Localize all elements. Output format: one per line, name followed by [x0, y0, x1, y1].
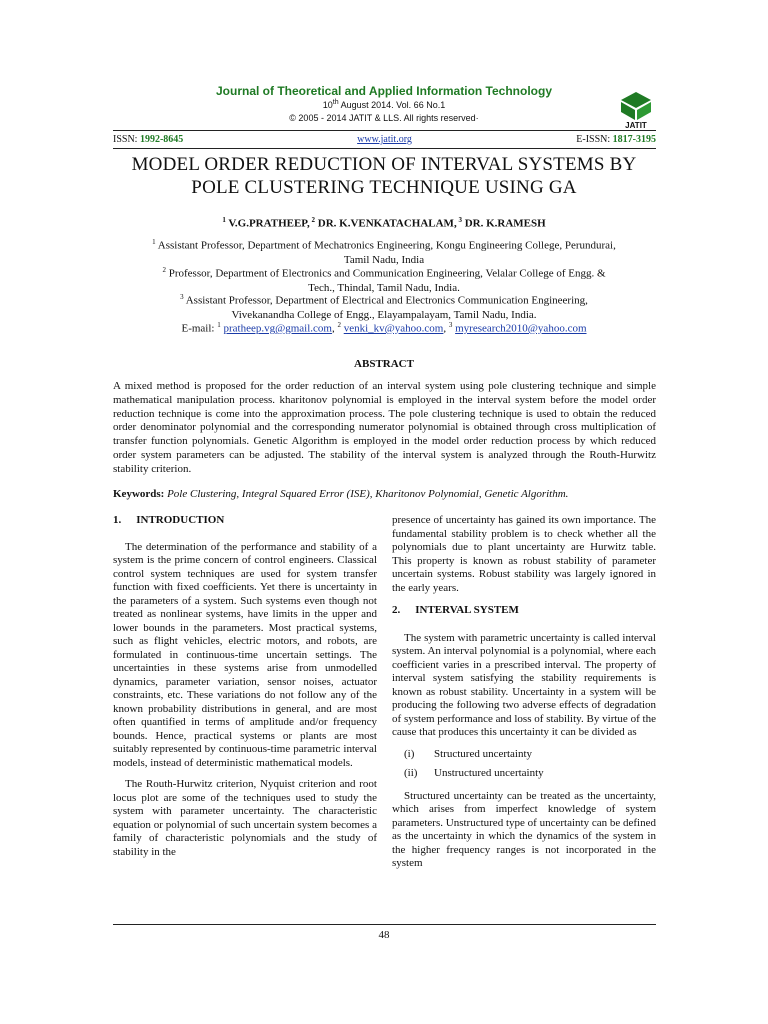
- email-1-sup: 1: [217, 321, 221, 329]
- header-rule-bottom: [113, 148, 656, 149]
- keywords-list: Pole Clustering, Integral Squared Error (ISE), Kharitonov Polynomial, Genetic Algorithm.: [164, 488, 569, 500]
- email-link-3[interactable]: myresearch2010@yahoo.com: [455, 322, 587, 335]
- email-3-sup: 3: [448, 321, 453, 329]
- section-number: 2.: [392, 604, 401, 616]
- list-item: [404, 767, 656, 781]
- list-text: Structured uncertainty: [434, 747, 533, 760]
- interval-paragraph-2: Structured uncertainty can be treated as the uncertainty, which arises from imperfect knowledge of system parameters. Unstructured type of uncertainty can be defined as the uncertainty in which the dynamics of the system in the higher frequency ranges is not incorporated in the system: [392, 789, 656, 869]
- section-number: 1.: [113, 514, 122, 526]
- affiliation-sup: 2: [162, 266, 166, 274]
- author-2: DR. K.VENKATACHALAM,: [315, 217, 457, 230]
- affiliation-line: Professor, Department of Electronics and Communication Engineering, Velalar College of Engg. &: [165, 267, 606, 280]
- author-2-sup: 2: [309, 216, 316, 224]
- journal-title: Journal of Theoretical and Applied Information Technology: [215, 84, 553, 98]
- affiliation-3: [100, 290, 668, 322]
- page-number: 48: [378, 929, 390, 941]
- email-line: E-mail: $^1$ pratheep.vg@gmail.com, $^2$ venki_kv@yahoo.com, $^3$ myresearch2010@yahoo.com: [181, 321, 587, 335]
- affiliation-1: [100, 235, 668, 267]
- author-3-sup: 3: [456, 216, 462, 224]
- introduction-paragraph-1: The determination of the performance and stability of a system is the prime concern of control engineers. Classical control system techniques are used for system transfer function with fixed coefficients. Yet there is uncertainty in the parameters of a system. Such systems even though not treated as nonlinear systems, have limits in the upper and lower bounds in the parameters. Most practical systems, such as flight vehicles, electric motors, and robots, are formulated in continuous-time uncertain settings. The uncertainties in these systems arise from unmodelled dynamics, parameter variation, sensor noises, actuator constraints, etc. These variations do not follow any of the known probability distributions in general, and are most often quantified in terms of amplitude and/or frequency bounds. Hence, practical systems or plants are most suitably represented by continuous-time parametric interval models, instead of deterministic mathematical models.: [113, 540, 377, 769]
- affiliation-sup: 3: [180, 293, 184, 301]
- left-column: [113, 514, 377, 859]
- abstract-text: A mixed method is proposed for the order reduction of an interval system using pole clustering technique and simple mathematical manipulation process. kharitonov polynomial is employed in the interval system before the model order reduction technique is come into the approximation process. The pole clustering technique is used to obtain the reduced order denominator polynomial and the corresponding numerator polynomial is obtained through cross multiplication of transfer function polynomials. Genetic Algorithm is employed in the model order reduction process by which reduced order system parameters can be adjusted. The stability of the interval system is analyzed through the Routh-Hurwitz stability criterion.: [113, 380, 656, 475]
- eissn-value: 1817-3195: [612, 134, 656, 145]
- footer-rule: [113, 924, 656, 925]
- issn-value: 1992-8645: [139, 134, 184, 145]
- issue-day: 10: [322, 100, 333, 110]
- affiliation-line: Assistant Professor, Department of Mechatronics Engineering, Kongu Engineering College, Perundurai,: [155, 239, 616, 252]
- author-1-sup: 1: [222, 216, 226, 224]
- introduction-paragraph-2: The Routh-Hurwitz criterion, Nyquist criterion and root locus plot are some of the techniques used to study the system with parameter uncertainty. The characteristic equation or polynomial of such uncertain system becomes a family of characteristic polynomials and the study of stability in the: [113, 778, 377, 858]
- issue-rest: August 2014. Vol. 66 No.1: [338, 100, 446, 110]
- issue-day-suffix: th: [332, 99, 339, 106]
- abstract-heading: ABSTRACT: [354, 358, 414, 370]
- affiliation-sup: 1: [152, 238, 156, 246]
- email-link-1[interactable]: pratheep.vg@gmail.com: [223, 322, 332, 335]
- author-1: V.G.PRATHEEP,: [225, 217, 310, 230]
- list-number: (i): [404, 747, 415, 760]
- email-2-sup: 2: [337, 321, 341, 329]
- affiliation-line: Tech., Thindal, Tamil Nadu, India.: [308, 281, 460, 294]
- affiliation-line: Vivekanandha College of Engg., Elayampalayam, Tamil Nadu, India.: [231, 308, 537, 321]
- paper-title: [100, 153, 668, 199]
- title-line-2: POLE CLUSTERING TECHNIQUE USING GA: [191, 177, 577, 198]
- email-label: E-mail:: [181, 322, 218, 335]
- section-title: INTERVAL SYSTEM: [415, 604, 519, 616]
- title-line-1: MODEL ORDER REDUCTION OF INTERVAL SYSTEMS BY: [131, 154, 637, 175]
- section-title: INTRODUCTION: [136, 514, 225, 526]
- right-continuation-paragraph: presence of uncertainty has gained its own importance. The fundamental stability problem is to check whether all the polynomials due to plant uncertainty are Hurwitz table. This property is known as robust stability of parameter uncertain systems. Robust stability was largely ignored in the early years.: [392, 514, 656, 594]
- list-text: Unstructured uncertainty: [434, 767, 544, 779]
- logo-text: JATIT: [625, 121, 647, 130]
- eissn-label: E-ISSN:: [576, 134, 613, 145]
- section-heading-introduction: [113, 514, 377, 528]
- issn-label: ISSN:: [113, 134, 140, 145]
- keywords-label: Keywords:: [113, 488, 165, 500]
- website-link[interactable]: www.jatit.org: [357, 134, 412, 145]
- authors: [0, 216, 768, 230]
- affiliation-line: Tamil Nadu, India: [343, 253, 425, 266]
- right-column: [392, 514, 656, 871]
- jatit-logo-icon: [615, 90, 657, 130]
- section-heading-interval-system: [392, 604, 656, 618]
- header-rule-top: [113, 130, 656, 131]
- email-link-2[interactable]: venki_kv@yahoo.com: [343, 322, 444, 335]
- list-item: [404, 748, 656, 762]
- keywords: [113, 488, 656, 500]
- author-3: DR. K.RAMESH: [461, 217, 546, 230]
- copyright: © 2005 - 2014 JATIT & LLS. All rights reserved·: [289, 113, 479, 123]
- interval-paragraph-1: The system with parametric uncertainty is called interval system. An interval polynomial is a polynomial, where each coefficient varies in a prescribed interval. The property of interval system satisfying the stability requirements is known as robust stability. Uncertainty in a system will be producing the following two adverse effects of degradation of system performance and loss of stability. By virtue of the cause that produces this uncertainty it can be divided as: [392, 631, 656, 738]
- eissn: [576, 134, 656, 145]
- affiliation-line: Assistant Professor, Department of Electrical and Electronics Communication Engineering,: [183, 294, 588, 307]
- issn-row: [113, 134, 656, 147]
- list-number: (ii): [404, 767, 418, 779]
